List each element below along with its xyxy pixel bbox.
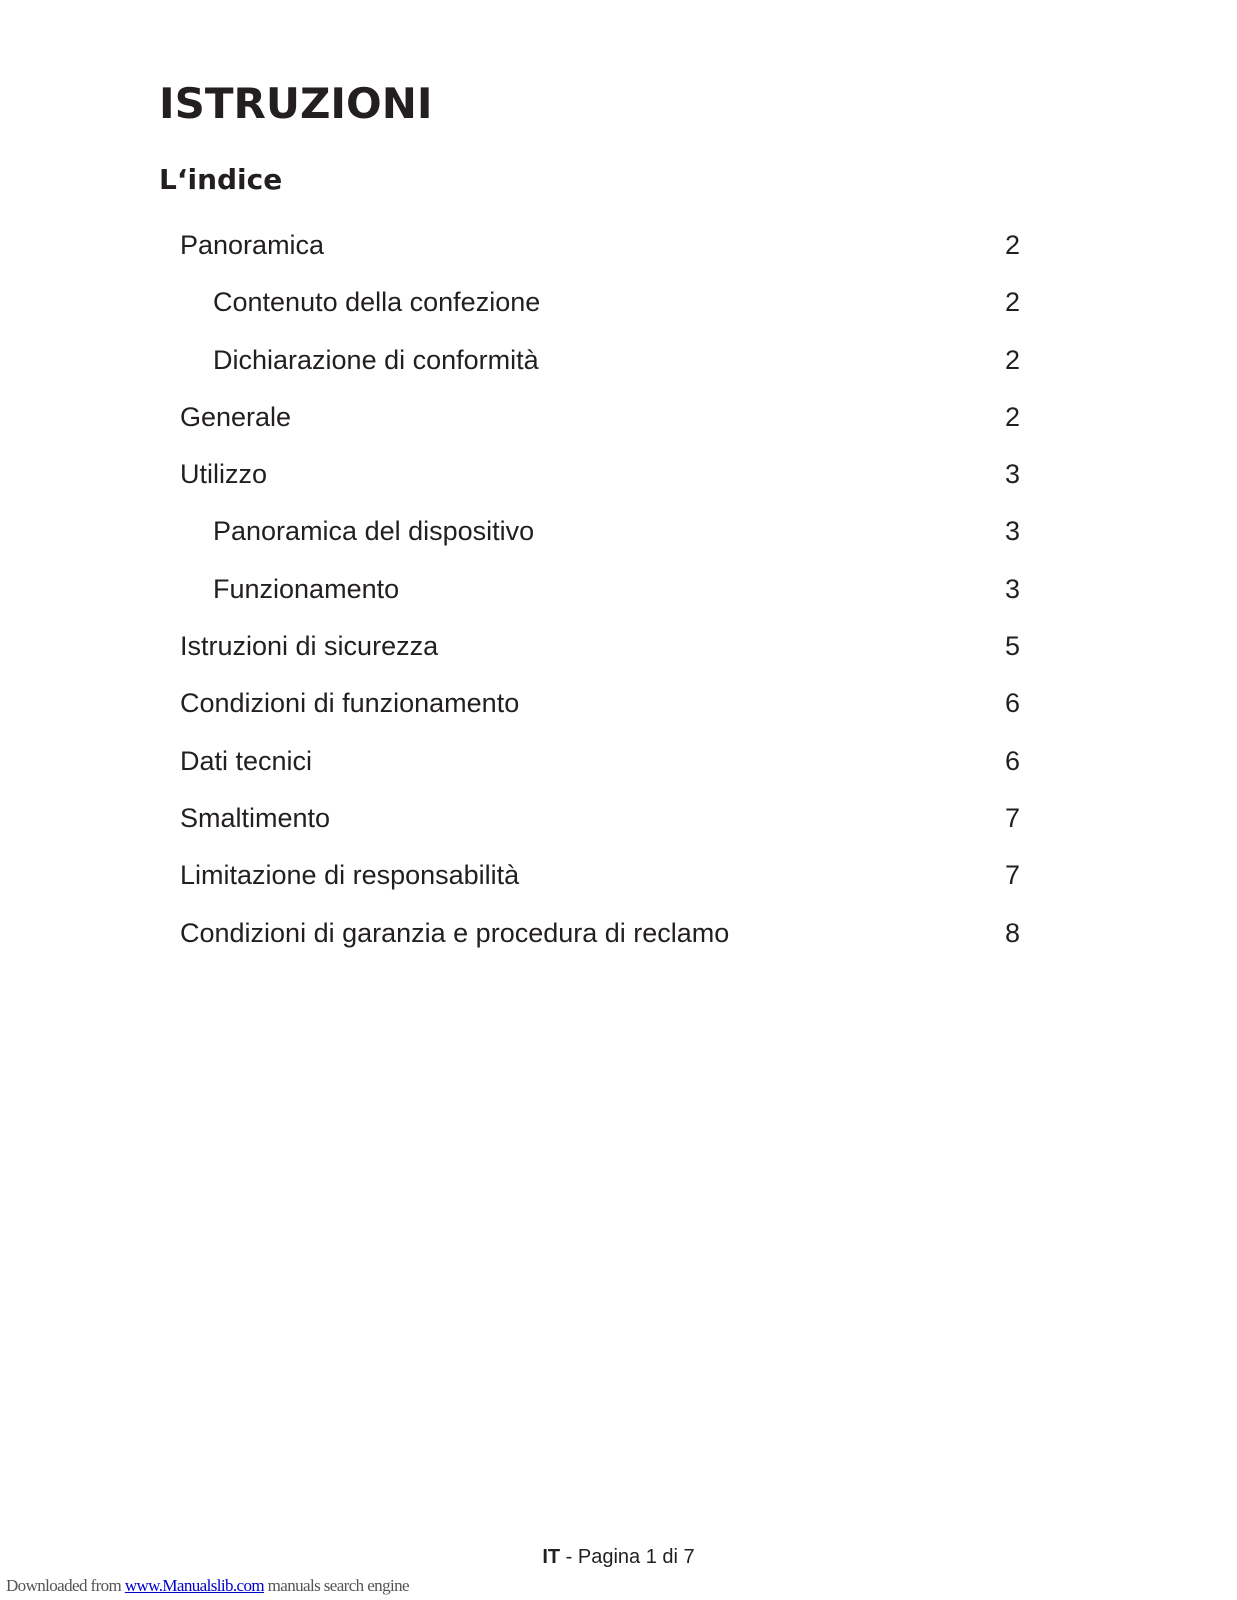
toc-entry-page: 2: [1004, 401, 1020, 432]
toc-entry[interactable]: [0, 905, 1237, 962]
toc-entry-page: 3: [1004, 573, 1020, 604]
toc-entry-page: 3: [1004, 516, 1020, 547]
download-attribution: [6, 1575, 409, 1597]
toc-entry-page: 2: [1004, 230, 1020, 260]
toc-entry-label: Panoramica del dispositivo: [213, 516, 535, 547]
toc-entry-page: 7: [1004, 802, 1020, 833]
toc-entry-page: 5: [1004, 631, 1020, 662]
toc-entry-label: Limitazione di responsabilità: [180, 860, 520, 891]
toc-entry-label: Smaltimento: [180, 802, 331, 833]
toc-entry[interactable]: [0, 274, 1237, 331]
footer-language: IT: [542, 1546, 561, 1568]
toc-entry-label: Dati tecnici: [180, 745, 313, 776]
toc-entry-label: Dichiarazione di conformità: [213, 344, 539, 375]
toc-entry[interactable]: [0, 446, 1237, 503]
toc-entry[interactable]: [0, 561, 1237, 618]
toc-entry-page: 2: [1004, 344, 1020, 375]
toc-entry-page: 6: [1004, 745, 1020, 776]
toc-entry[interactable]: [0, 389, 1237, 446]
toc-entry-page: 8: [1004, 917, 1020, 948]
toc-entry-label: Utilizzo: [180, 459, 268, 490]
toc-entry-page: 6: [1004, 688, 1020, 719]
footer-page-number: - Pagina 1 di 7: [560, 1546, 695, 1568]
toc-entry[interactable]: [0, 503, 1237, 560]
toc-entry-page: 7: [1004, 860, 1020, 891]
manualslib-link[interactable]: www.Manualslib.com: [124, 1576, 265, 1595]
section-title: L‘indice: [159, 163, 283, 196]
toc-entry-label: Generale: [180, 401, 292, 432]
toc-entry-label: Istruzioni di sicurezza: [180, 631, 439, 662]
toc-entry[interactable]: [0, 332, 1237, 389]
toc-entry[interactable]: [0, 675, 1237, 732]
toc-entry[interactable]: [0, 733, 1237, 790]
toc-entry[interactable]: [0, 790, 1237, 847]
toc-entry[interactable]: [0, 847, 1237, 904]
toc-entry-label: Condizioni di garanzia e procedura di reclamo: [180, 917, 730, 948]
toc-entry-label: Panoramica: [180, 230, 325, 260]
toc-entry[interactable]: [0, 618, 1237, 675]
toc-entry-label: Contenuto della confezione: [213, 287, 541, 318]
toc-entry-page: 2: [1004, 287, 1020, 318]
download-prefix: Downloaded from: [6, 1576, 125, 1595]
toc-entry[interactable]: [0, 217, 1237, 274]
toc-entry-label: Funzionamento: [213, 573, 400, 604]
table-of-contents: [0, 217, 1237, 962]
page-title: ISTRUZIONI: [159, 79, 433, 128]
toc-entry-page: 3: [1004, 459, 1020, 490]
toc-entry-label: Condizioni di funzionamento: [180, 688, 520, 719]
page-footer: [0, 1544, 1237, 1570]
download-suffix: manuals search engine: [264, 1576, 409, 1595]
